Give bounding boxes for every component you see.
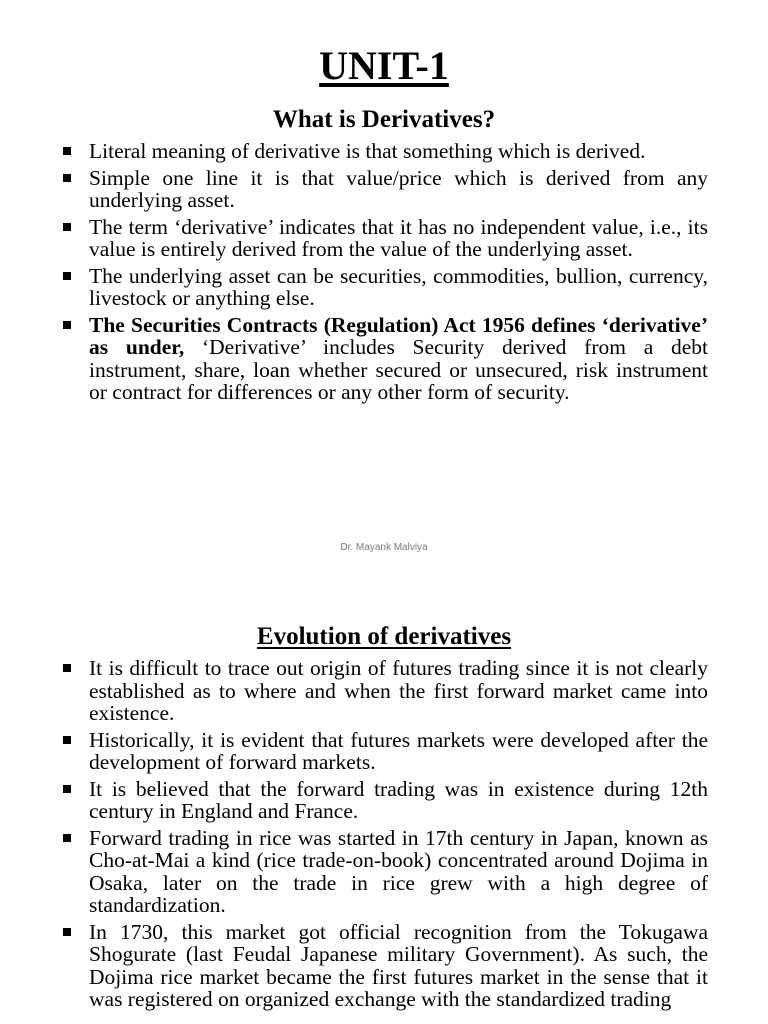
bullet-item (0, 140, 768, 163)
bullet-text: The underlying asset can be securities, commodities, bullion, currency, livestock or anything else. (89, 263, 708, 310)
bullet-text: Literal meaning of derivative is that something which is derived. (89, 139, 646, 163)
bullet-item (0, 827, 768, 917)
square-bullet-icon (63, 785, 71, 793)
author-footer: Dr. Mayank Malviya (340, 542, 428, 553)
unit-title: UNIT-1 (319, 43, 449, 88)
slide-heading: Evolution of derivatives (256, 623, 512, 650)
bullet-item-definition (0, 314, 768, 404)
bullet-text: It is difficult to trace out origin of futures trading since it is not clearly established as to where and when the first forward market came into existence. (89, 656, 708, 725)
bullet-text: It is believed that the forward trading was in existence during 12th century in England and France. (89, 776, 708, 823)
square-bullet-icon (63, 834, 71, 842)
bullet-item (0, 921, 768, 1011)
bullet-text: Simple one line it is that value/price which is derived from any underlying asset. (89, 165, 708, 212)
bullet-list (0, 657, 768, 1015)
slide-heading: What is Derivatives? (272, 106, 496, 133)
square-bullet-icon (63, 664, 71, 672)
bullet-item (0, 729, 768, 774)
definition-text: ‘Derivative’ includes Security derived from a debt instrument, share, loan whether secured or unsecured, risk instrument or contract for differences or any other form of security. (89, 335, 708, 404)
bullet-text: Forward trading in rice was started in 17th century in Japan, known as Cho-at-Mai a kind (rice trade-on-book) concentrated around Dojima in Osaka, later on the trade in rice grew with a high degree of standardization. (89, 825, 708, 917)
bullet-text: In 1730, this market got official recognition from the Tokugawa Shogurate (last Feudal Japanese military Government). As such, the Dojima rice market became the first futures market in the sense that it was registered on organized exchange with the standardized trading (89, 919, 708, 1011)
square-bullet-icon (63, 272, 71, 280)
bullet-text: Historically, it is evident that futures markets were developed after the development of forward markets. (89, 727, 708, 774)
bullet-list (0, 140, 768, 408)
slide-evolution-of-derivatives (0, 580, 768, 1024)
bullet-text: The term ‘derivative’ indicates that it has no independent value, i.e., its value is entirely derived from the value of the underlying asset. (89, 214, 708, 261)
square-bullet-icon (63, 928, 71, 936)
square-bullet-icon (63, 321, 71, 329)
bullet-item (0, 657, 768, 725)
definition-bold-text: The Securities Contracts (Regulation) Act 1956 defines ‘derivative’ as under, (89, 312, 708, 359)
bullet-item (0, 265, 768, 310)
square-bullet-icon (63, 736, 71, 744)
bullet-item (0, 216, 768, 261)
square-bullet-icon (63, 174, 71, 182)
square-bullet-icon (63, 223, 71, 231)
bullet-item (0, 778, 768, 823)
bullet-item (0, 167, 768, 212)
square-bullet-icon (63, 147, 71, 155)
